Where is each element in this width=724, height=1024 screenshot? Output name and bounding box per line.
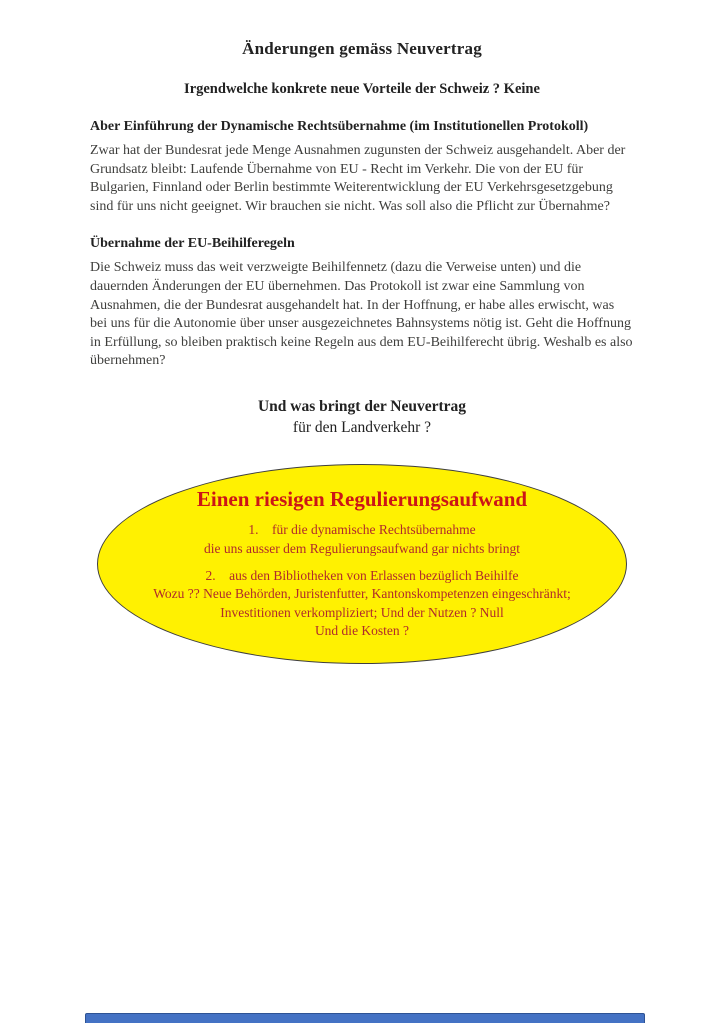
section-heading: Übernahme der EU-Beihilferegeln <box>90 236 295 252</box>
question-heading <box>0 396 724 438</box>
section-heading: Aber Einführung der Dynamische Rechtsübernahme (im Institutionellen Protokoll) <box>90 119 589 134</box>
ellipse-item1-text: die uns ausser dem Regulierungsaufwand gar nichts bringt <box>203 540 521 556</box>
question-heading-line-1: Und was bringt der Neuvertrag <box>257 397 467 415</box>
page-bottom-cutoff-shape <box>85 1013 645 1023</box>
ellipse-item1-heading: 1. für die dynamische Rechtsübernahme <box>248 522 476 538</box>
question-heading-line-2: für den Landverkehr ? <box>292 418 432 436</box>
ellipse-item2-heading: 2. aus den Bibliotheken von Erlassen bezüglich Beihilfe <box>205 568 519 584</box>
page-title: Änderungen gemäss Neuvertrag <box>242 39 482 58</box>
ellipse-item2-line2: Investitionen verkompliziert; Und der Nutzen ? Null <box>220 604 504 620</box>
ellipse-item2-line1: Wozu ?? Neue Behörden, Juristenfutter, Kantonskompetenzen eingeschränkt; <box>153 586 571 602</box>
highlight-ellipse <box>97 464 627 664</box>
section-eu-beihilferegeln <box>90 234 634 371</box>
ellipse-title: Einen riesigen Regulierungsaufwand <box>196 487 528 512</box>
page-subtitle: Irgendwelche konkrete neue Vorteile der Schweiz ? Keine <box>184 81 540 97</box>
section-body-text: Die Schweiz muss das weit verzweigte Beihilfennetz (dazu die Verweise unten) und die dauernden Änderungen der EU übernehmen. Das Protokoll ist zwar eine Sammlung von Ausnahmen, die der Bundesrat ausgehandelt hat. In der Hoffnung, er habe alles erwischt, was bei uns für die Autonomie über unser ausgezeichnetes Bahnsystems nötig ist. Geht die Hoffnung in Erfüllung, so bleiben praktisch keine Regeln aus dem EU-Beihilferecht übrig. Weshalb es also übernehmen? <box>90 260 633 369</box>
ellipse-item2-line3: Und die Kosten ? <box>314 623 410 639</box>
section-body-text: Zwar hat der Bundesrat jede Menge Ausnahmen zugunsten der Schweiz ausgehandelt. Aber der Grundsatz bleibt: Laufende Übernahme von EU - Recht im Verkehr. Die von der EU für Bulgarien, Finnland oder Berlin bestimmte Weiterentwicklung der EU Verkehrsgesetzgebung sind für uns nicht geeignet. Wir brauchen sie nicht. Was soll also die Pflicht zur Übernahme? <box>90 143 626 214</box>
section-dynamische-rechtsuebernahme <box>90 117 634 216</box>
